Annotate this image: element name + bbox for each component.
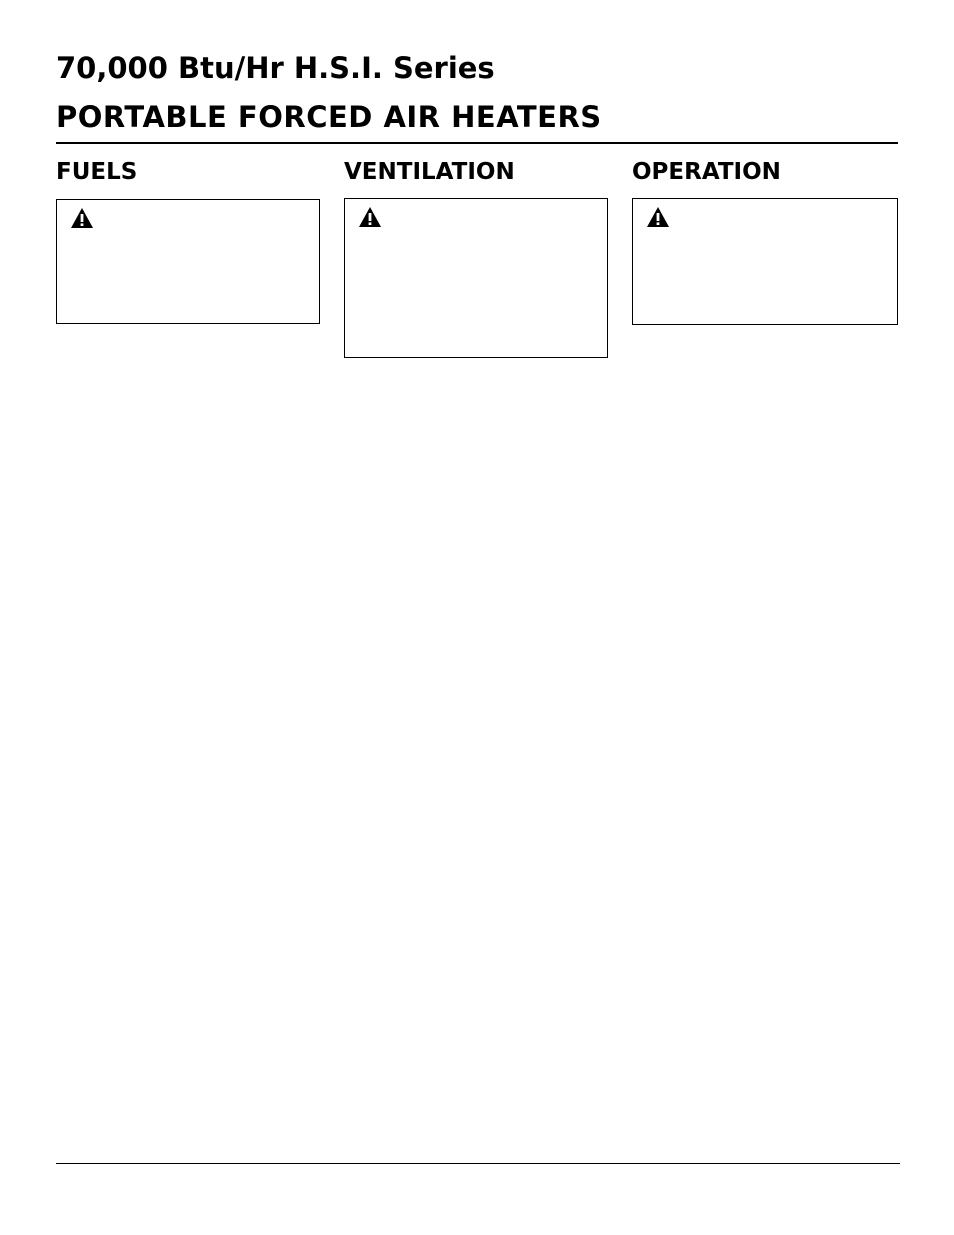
footer-divider bbox=[56, 1163, 900, 1164]
ventilation-warning-box bbox=[344, 198, 608, 358]
operation-warning-box bbox=[632, 198, 898, 325]
document-title-series: 70,000 Btu/Hr H.S.I. Series bbox=[56, 51, 495, 85]
header-divider bbox=[56, 142, 898, 144]
warning-triangle-icon bbox=[70, 207, 94, 229]
warning-triangle-icon bbox=[646, 206, 670, 228]
section-heading-operation: OPERATION bbox=[632, 159, 781, 185]
section-heading-fuels: FUELS bbox=[56, 159, 138, 185]
section-heading-ventilation: VENTILATION bbox=[344, 159, 515, 185]
warning-triangle-icon bbox=[358, 206, 382, 228]
document-title-product: PORTABLE FORCED AIR HEATERS bbox=[56, 100, 602, 134]
fuels-warning-box bbox=[56, 199, 320, 324]
